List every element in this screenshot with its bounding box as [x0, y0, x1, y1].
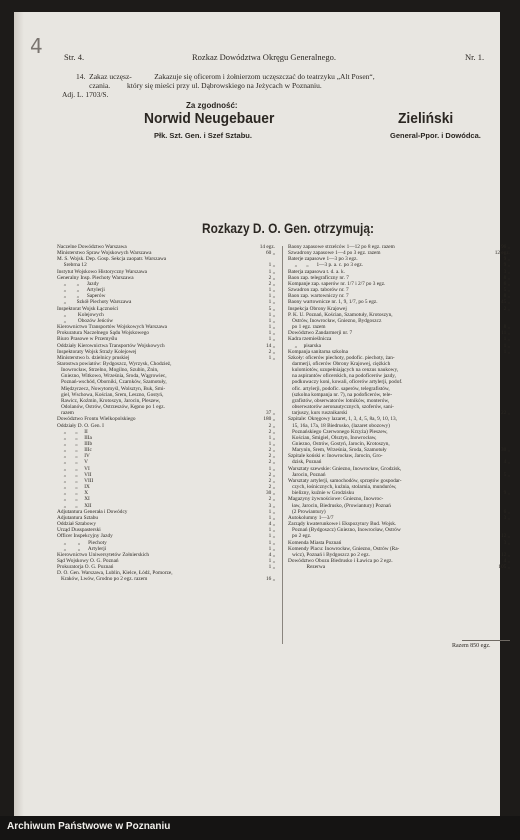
- copy-count: 1 „: [503, 342, 510, 349]
- recipient-name: Gniezno, Witkowo, Września, Środa, Wągrowiec,: [57, 373, 167, 380]
- recipient-name: „ „ VI: [57, 465, 90, 472]
- recipient-name: grafistów, obserwatorów lotników, monterów,: [288, 397, 390, 404]
- recipient-name: Instytut Wojskowo Historyczny Warszawa: [57, 268, 148, 275]
- recipient-name: Starostwa powiatów: Bydgoszcz, Wyrzysk, Chodzież,: [57, 360, 172, 367]
- recipient-name: Kierownictwo Uniwersytetów Żołnierskich: [57, 551, 150, 558]
- recipient-name: ław, Jarocin, Biedrusko, (Prowiantury) Poznań: [288, 502, 391, 509]
- recipient-name: po 1 egz. razem: [288, 324, 326, 331]
- recipient-name: „ „ XI: [57, 496, 90, 503]
- copy-count: 4 „: [503, 459, 510, 466]
- distribution-row: [288, 564, 510, 570]
- recipient-name: Magazyny żywnościowe: Gniezno, Inowroc-: [288, 496, 384, 503]
- recipient-name: Oddziały Kierownictwa Transportów Wojskowych: [57, 342, 165, 349]
- recipient-name: Biuro Prasowe w Przemyślu: [57, 336, 118, 343]
- recipient-name: Gniezno, Ostrów, Gostyń, Jarocin, Krotoszyn,: [288, 441, 390, 447]
- recipient-name: (2 Prowiantury): [288, 508, 326, 515]
- recipient-name: darmerji, oficerów Obrony Krajowej, ciężkich: [288, 360, 391, 367]
- recipient-name: „ „ VIII: [57, 477, 94, 484]
- signature-name: Norwid Neugebauer: [144, 110, 275, 127]
- copy-count: 1 „: [268, 508, 275, 515]
- recipient-name: obserwatorów aeronautycznych, szoferów, sani-: [288, 404, 394, 411]
- signature-title: Płk. Szt. Gen. i Szef Sztabu.: [154, 131, 252, 140]
- recipient-name: D. O. Gen. Warszawa, Lublin, Kielce, Łódź, Pomorze,: [57, 570, 173, 577]
- recipient-name: Ministerstwo Spraw Wojskowych Warszawa: [57, 250, 152, 257]
- recipient-name: Adjutantura Generała i Dowódcy: [57, 508, 128, 515]
- recipient-name: Adjutantura Sztabu: [57, 514, 99, 521]
- copy-count: 5 „: [268, 305, 275, 312]
- copy-count: 2 „: [268, 428, 275, 435]
- page-number: Str. 4.: [64, 52, 85, 62]
- recipient-name: Szpitale koński e: Inowrocław, Jarocin, Gro-: [288, 453, 383, 460]
- recipient-name: „ „ V: [57, 459, 88, 466]
- copy-count: 12 egz.: [494, 250, 510, 257]
- recipient-name: „ „ Jazdy: [57, 280, 99, 287]
- recipient-name: Sąd Wojskowy O. G. Poznań: [57, 557, 119, 564]
- recipient-name: po 2 egz.: [288, 533, 312, 540]
- recipient-name: Poznańskiego Czerwonego Krzyża) Pleszew,: [288, 428, 388, 435]
- copy-count: 2 „: [268, 477, 275, 484]
- recipient-name: Poznań (Bydgoszcz) Gniezno, Inowrocław, Ostrów: [288, 527, 401, 534]
- recipient-name: Kompanja sanitarna szkolna: [288, 348, 349, 355]
- recipient-name: Dowództwo Frontu Wielkopolskiego: [57, 416, 136, 423]
- copy-count: 16 „: [266, 576, 275, 583]
- distribution-row: [57, 576, 275, 582]
- copy-count: 14 egz.: [259, 244, 275, 250]
- signature-title: General-Ppor. i Dowódca.: [390, 131, 481, 140]
- copy-count: 3 „: [503, 268, 510, 275]
- copy-count: 2 „: [503, 305, 510, 312]
- recipient-name: Marynin, Śrem, Września, Środa, Szamotuły: [288, 447, 387, 454]
- recipient-name: Rezerwa: [288, 564, 326, 571]
- recipient-name: Zarządy kwaterunkowe i Ekspozytury Bud. Wojsk.: [288, 521, 397, 528]
- copy-count: 1 „: [268, 441, 275, 447]
- recipient-name: podkuwaczy koni, kowali, oficerów artylerji, podof.: [288, 379, 403, 386]
- recipient-name: „ „ Artylerji: [57, 287, 105, 294]
- recipient-name: Szwadrony zapasowe 1—4 po 3 egz. razem: [288, 250, 381, 257]
- copy-count: 1 „: [268, 514, 275, 521]
- recipient-name: „ „ Artylerji: [57, 545, 107, 552]
- copy-count: 2 „: [268, 453, 275, 460]
- recipient-name: Komendy Placu: Inowrocław, Gniezno, Ostrów (Ra-: [288, 545, 400, 552]
- recipient-name: Dowództwo Żandarmerji nr. 7: [288, 330, 353, 337]
- copy-count: 1 „: [268, 557, 275, 564]
- recipient-name: M. S. Wojsk. Dep. Gosp. Sekcja zaopatr. Warszawa: [57, 256, 167, 263]
- recipient-name: Prokuratorja O. G. Poznań: [57, 564, 114, 571]
- copy-count: 8 „: [503, 293, 510, 300]
- copy-count: 1 „: [268, 354, 275, 361]
- copy-count: 1 „: [268, 545, 275, 552]
- recipient-name: Warsztaty artylerji, samochodów, sprzętów gospodar-: [288, 477, 402, 484]
- copy-count: 1 „: [268, 293, 275, 300]
- copy-count: 12 „: [501, 533, 510, 540]
- recipient-name: Inspekcja Obrony Krajowej: [288, 305, 347, 312]
- recipient-name: giel, Wschowa, Kościan, Śrem, Leszno, Gostyń,: [57, 391, 164, 398]
- recipient-name: Oddział Sztabowy: [57, 521, 96, 528]
- recipient-name: Oddziały D. O. Gen. I: [57, 422, 104, 429]
- pencil-page-mark: 4: [30, 34, 43, 58]
- copy-count: 9 „: [503, 256, 510, 263]
- recipient-name: „ Obozów Jeńców: [57, 317, 114, 324]
- recipient-name: Dowództwo Obozu Biedrusko i Ławica po 2 egz.: [288, 557, 393, 564]
- recipient-name: Naczelne Dowództwo Warszawa: [57, 244, 127, 250]
- copy-count: 1 „: [503, 336, 510, 343]
- recipient-name: „ „ X: [57, 490, 89, 497]
- recipient-name: Baon zap. telegraficzny nr. 7: [288, 274, 349, 281]
- recipient-name: „ „ II: [57, 428, 88, 435]
- recipient-name: Poznań-wschód, Oborniki, Czarnków, Szamotuły,: [57, 379, 167, 386]
- page-binding-edge: [14, 12, 24, 820]
- recipient-name: Szwadron zap. taborów nr. 7: [288, 287, 349, 294]
- recipient-name: Rawicz, Koźmin, Krotoszyn, Jarocin, Pleszew,: [57, 397, 161, 404]
- copy-count: 2 „: [268, 459, 275, 466]
- copy-count: 37 „: [266, 410, 275, 417]
- copy-count: 3 „: [503, 514, 510, 521]
- copy-count: 8 „: [503, 274, 510, 281]
- recipient-name: Inspektorat Wojsk Łączności: [57, 305, 119, 312]
- order-line: 14. Zakaz uczęsz- Zakazuje się oficerom i żołnierzom uczęszczać do teatrzyku „Alt Posen“,: [76, 72, 375, 81]
- copy-count: 1 „: [268, 564, 275, 571]
- total-copies: Razem 850 egz.: [452, 643, 491, 649]
- recipient-name: „ pisarska: [288, 342, 321, 349]
- copy-count: 4 „: [503, 557, 510, 564]
- column-divider: [282, 246, 283, 644]
- copy-count: 2 „: [268, 496, 275, 503]
- copy-count: 3 „: [268, 502, 275, 509]
- recipient-name: Baon zap. wartowniczy nr. 7: [288, 293, 349, 300]
- recipient-name: „ „ IIIa: [57, 434, 92, 441]
- recipient-name: Autokolumny 1—3/7: [288, 514, 334, 521]
- recipient-name: „ „ Piechoty: [57, 539, 107, 546]
- copy-count: 1 „: [268, 311, 275, 318]
- copy-count: 45 „: [501, 299, 510, 306]
- copy-count: 1 „: [268, 317, 275, 324]
- copy-count: 4 „: [268, 551, 275, 558]
- copy-count: 180 „: [263, 416, 275, 423]
- distribution-heading: Rozkazy D. O. Gen. otrzymują:: [202, 220, 374, 236]
- document-page: [14, 12, 510, 820]
- copy-count: 3 „: [503, 539, 510, 546]
- recipient-name: Warsztaty szewskie: Gniezno, Inowrocław, Grodzisk,: [288, 465, 402, 472]
- copy-count: 6 „: [503, 508, 510, 515]
- recipient-name: ofic. artylerji, podofic. saperów, telegrafistów,: [288, 385, 390, 392]
- recipient-name: bielizny, kuźnie w Grodzisku: [288, 490, 354, 497]
- recipient-name: 15, 16a, 17a, 18 Biedrusko, (lazaret obozowy): [288, 422, 390, 429]
- recipient-name: (szkolna kompanja nr. 7), na podoficerów, tele-: [288, 391, 393, 398]
- order-line: czania. który się mieści przy ul. Dąbrowskiego na Jeżycach w Poznaniu.: [76, 81, 322, 91]
- copy-count: 2 „: [268, 280, 275, 287]
- copy-count: 2 „: [268, 471, 275, 478]
- recipient-name: wicz), Poznań i Bydgoszcz po 2 egz.: [288, 551, 370, 558]
- archive-name: Archiwum Państwowe w Poznaniu: [7, 821, 171, 832]
- copy-count: 1 „: [268, 527, 275, 534]
- recipient-name: Inowrocław, Strzelno, Mogilno, Szubin, Żnin,: [57, 367, 159, 374]
- copy-count: 14 „: [266, 342, 275, 349]
- copy-count: 5 „: [503, 471, 510, 478]
- recipient-name: Officer Inspekcyjny Jazdy: [57, 533, 113, 540]
- order-paragraph: [62, 72, 476, 100]
- copy-count: 1 „: [268, 336, 275, 343]
- recipient-name: Ministerstwo b. dzielnicy pruskiej: [57, 354, 130, 361]
- copy-count: 1 „: [268, 533, 275, 540]
- recipient-name: tarjuszy, kurs rusznikarski: [288, 410, 348, 417]
- recipient-name: Generalny Insp. Piechoty Warszawa: [57, 274, 134, 281]
- recipient-name: „ „ IV: [57, 453, 90, 460]
- copy-count: 2 „: [268, 274, 275, 281]
- copy-count: 1 „: [268, 324, 275, 331]
- copy-count: 1 „: [268, 465, 275, 472]
- copy-count: 22 „: [501, 410, 510, 417]
- copy-count: 60 „: [266, 250, 275, 257]
- copy-count: 8 „: [503, 324, 510, 331]
- recipient-name: Odolanów, Ostrów, Ostrzeszów, Kępno po 1 egz.: [57, 404, 165, 411]
- issue-number: Nr. 1.: [465, 52, 485, 62]
- copy-count: 2 „: [268, 484, 275, 491]
- recipient-name: Kościan, Śmigiel, Olsztyn, Inowrocław,: [288, 434, 377, 441]
- copy-count: 5 „: [503, 287, 510, 294]
- left-distribution-list: [57, 244, 275, 583]
- right-distribution-list: [288, 244, 510, 570]
- recipient-name: Szkoły: oficerów piechoty, podofic. piechoty, żan-: [288, 354, 395, 361]
- recipient-name: Srebrna 12: [57, 262, 87, 269]
- copy-count: 30 „: [501, 447, 510, 454]
- recipient-name: Kraków, Lwów, Grodno po 2 egz. razem: [57, 576, 148, 583]
- recipient-name: „ Szkół Piechoty Warszawa: [57, 299, 132, 306]
- recipient-name: „ „ VII: [57, 471, 92, 478]
- recipient-name: „ „ IX: [57, 484, 90, 491]
- copy-count: 2 „: [268, 422, 275, 429]
- copy-count: 105 „: [498, 564, 510, 571]
- order-reference: Adj. L. 1703/S.: [62, 90, 109, 100]
- copy-count: 1 „: [268, 299, 275, 306]
- recipient-name: Szpitale: Okręgowy lazaret, 1, 3, 4, 5, 8a, 9, 10, 13,: [288, 416, 397, 423]
- copy-count: 2 „: [268, 447, 275, 454]
- copy-count: 1 „: [503, 348, 510, 355]
- recipient-name: „ „ XII: [57, 502, 92, 509]
- recipient-name: „ „ IIIc: [57, 447, 92, 454]
- recipient-name: Komenda Miasta Poznań: [288, 539, 342, 546]
- recipient-name: „ „ 1—3 p. a. c. po 3 egz.: [288, 262, 364, 269]
- recipient-name: Jarocin, Poznań: [288, 471, 326, 478]
- copy-count: 1 „: [268, 434, 275, 441]
- recipient-name: P. K. U. Poznań, Kościan, Szamotuły, Krotoszyn,: [288, 311, 393, 318]
- copy-count: 9 „: [503, 262, 510, 269]
- signature-name: Zieliński: [398, 110, 454, 127]
- recipient-name: czych, łośnicznych, kuźnia, stolarnia, mundurów,: [288, 484, 397, 491]
- copy-count: 12 „: [501, 551, 510, 558]
- recipient-name: Inspektoraty Wojsk Straży Kolejowej: [57, 348, 137, 355]
- recipient-name: na aspirantów oficerskich, na podoficerów jazdy,: [288, 373, 396, 380]
- recipient-name: „ Kolejowych: [57, 311, 104, 318]
- recipient-name: Kompanje zap. saperów nr. 1/7 i 2/7 po 3 egz.: [288, 280, 386, 287]
- copy-count: 6 „: [503, 280, 510, 287]
- recipient-name: Baterja zapasowa t. d. a. k.: [288, 268, 345, 275]
- recipient-name: Baterje zapasowe 1—3 po 3 egz.: [288, 256, 358, 263]
- recipient-name: Prokuratura Naczelnego Sądu Wojskowego: [57, 330, 149, 337]
- copy-count: 1 „: [268, 262, 275, 269]
- copy-count: 11 „: [501, 330, 510, 337]
- copy-count: 1 „: [268, 287, 275, 294]
- recipient-name: kulomiotów, uzupełniających na cenzus naukowy,: [288, 367, 399, 374]
- copy-count: 30 „: [266, 490, 275, 497]
- recipient-name: Baony wartownicze nr. 1, 9, 1/7, po 5 egz.: [288, 299, 378, 306]
- copy-count: 1 „: [268, 268, 275, 275]
- copy-count: 1 „: [268, 330, 275, 337]
- copy-count: 96 „: [501, 244, 510, 250]
- recipient-name: „ „ IIIb: [57, 441, 93, 447]
- recipient-name: Baony zapasowe strzelców 1—12 po 8 egz. razem: [288, 244, 395, 250]
- copy-count: 4 „: [268, 521, 275, 528]
- total-rule: [462, 640, 510, 641]
- recipient-name: Międzyrzecz, Nowytomyśl, Wolsztyn, Buk, Śmi-: [57, 385, 166, 392]
- recipient-name: Kierownictwo Transportów Wojskowych Warszawa: [57, 324, 168, 331]
- recipient-name: Ostrów, Inowrocław, Gniezno, Bydgoszcz: [288, 317, 382, 324]
- recipient-name: razem: [57, 410, 74, 417]
- recipient-name: Kadra rzemieślnicza: [288, 336, 332, 343]
- copy-count: 2 „: [268, 348, 275, 355]
- for-conformity-label: Za zgodność:: [186, 101, 238, 110]
- recipient-name: dzisk, Poznań: [288, 459, 322, 466]
- copy-count: 1 „: [268, 539, 275, 546]
- copy-count: 9 „: [503, 490, 510, 497]
- archive-footer: [0, 816, 520, 840]
- recipient-name: „ „ Saperów: [57, 293, 106, 300]
- recipient-name: Urząd Dusspasterski: [57, 527, 101, 534]
- header-title: Rozkaz Dowództwa Okręgu Generalnego.: [192, 52, 336, 62]
